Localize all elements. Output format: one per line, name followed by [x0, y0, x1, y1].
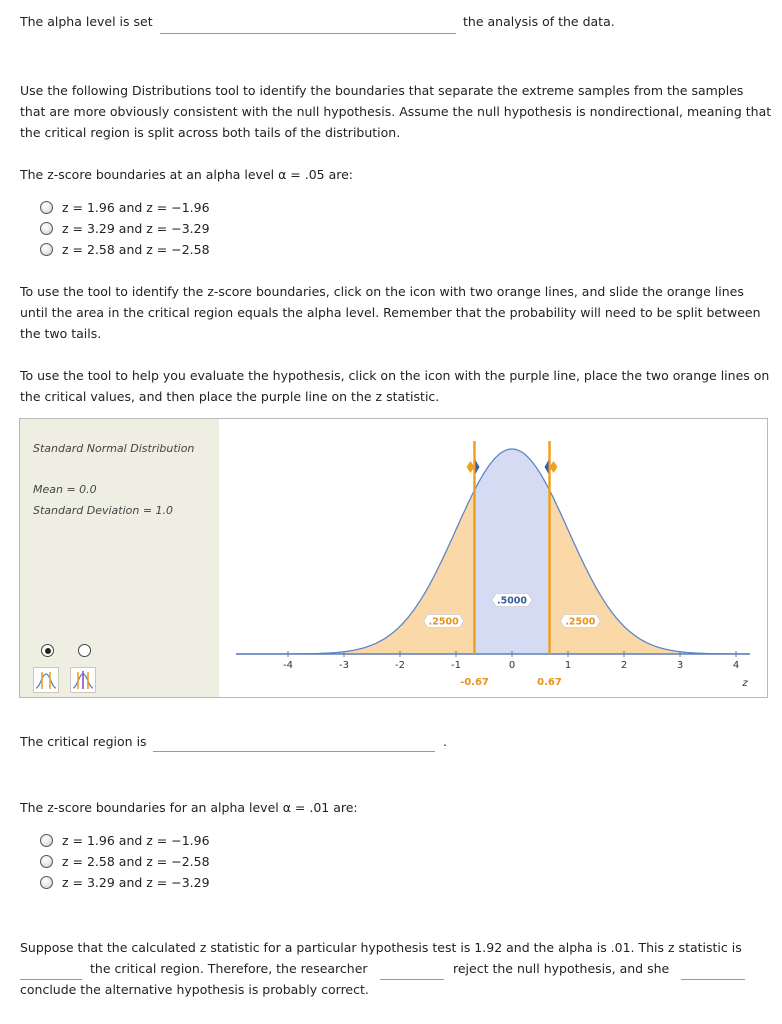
x-tick-label: 3 — [676, 660, 684, 671]
alpha-sentence — [20, 14, 153, 29]
x-axis-label: z — [742, 678, 748, 689]
radio-button[interactable] — [40, 201, 53, 214]
two-orange-lines-glyph — [34, 668, 58, 692]
right-boundary-handle-arrow — [545, 460, 549, 474]
x-tick-label: 0 — [508, 660, 516, 671]
q2-prompt: The z-score boundaries for an alpha level α = .01 are: — [20, 800, 358, 815]
x-tick-label: -4 — [283, 660, 293, 671]
q1-prompt: The z-score boundaries at an alpha level α = .05 are: — [20, 167, 354, 182]
radio-button[interactable] — [40, 834, 53, 847]
radio-button[interactable] — [40, 222, 53, 235]
critical-region-blank-dropdown[interactable] — [153, 738, 435, 752]
right-boundary-value-label: 0.67 — [537, 677, 562, 688]
alpha-sentence-start: The alpha level is set — [20, 14, 153, 29]
alpha-blank-dropdown[interactable] — [160, 20, 456, 34]
tool-side-panel — [20, 419, 219, 697]
final-sentence-2: the critical region. Therefore, the researcher — [90, 961, 368, 976]
two-orange-lines-icon[interactable] — [33, 667, 59, 693]
distribution-title: Standard Normal Distribution — [33, 442, 195, 455]
q1-option-2[interactable] — [40, 218, 210, 238]
q2-option-1-label: z = 1.96 and z = −1.96 — [62, 832, 210, 848]
middle-probability-label: .5000 — [496, 595, 528, 607]
x-tick-label: 1 — [564, 660, 572, 671]
tool-instructions-1: To use the tool to identify the z-score boundaries, click on the icon with two orange lines, and slide the orange lines until the area in the critical region equals the alpha level. Remember that the probability will need to be split between the two tails. — [20, 284, 761, 341]
x-tick-label: 2 — [620, 660, 628, 671]
x-tick-label: -2 — [395, 660, 405, 671]
purple-line-icon[interactable] — [70, 667, 96, 693]
q2-option-2[interactable] — [40, 851, 210, 871]
instructions-paragraph: Use the following Distributions tool to identify the boundaries that separate the extreme samples from the samples that are more obviously consistent with the null hypothesis. Assume the null hypothesis is nondirectional, meaning that the critical region is split across both tails of the distribution. — [20, 83, 772, 140]
q1-option-1[interactable] — [40, 197, 210, 217]
q1-option-2-label: z = 3.29 and z = −3.29 — [62, 220, 210, 236]
right-tail-probability-label: .2500 — [565, 616, 596, 628]
tool-instructions-2: To use the tool to help you evaluate the hypothesis, click on the icon with the purple line, place the two orange lines on the critical values, and then place the purple line on the z statistic. — [20, 368, 770, 404]
q1-option-1-label: z = 1.96 and z = −1.96 — [62, 199, 210, 215]
middle-region — [475, 449, 550, 654]
distributions-tool — [19, 418, 768, 698]
critical-region-period: . — [443, 734, 447, 749]
q2-option-3-label: z = 3.29 and z = −3.29 — [62, 874, 210, 890]
left-tail-probability-label: .2500 — [428, 616, 459, 628]
left-boundary-handle-arrow — [475, 460, 479, 474]
right-tail-region — [550, 490, 751, 654]
final-blank-1-dropdown[interactable] — [20, 966, 82, 980]
q2-option-2-label: z = 2.58 and z = −2.58 — [62, 853, 210, 869]
radio-button[interactable] — [40, 243, 53, 256]
q2-option-3[interactable] — [40, 872, 210, 892]
final-sentence-4: conclude the alternative hypothesis is probably correct. — [20, 982, 369, 997]
x-tick-label: -1 — [451, 660, 461, 671]
q2-option-1[interactable] — [40, 830, 210, 850]
left-boundary-value-label: -0.67 — [460, 677, 489, 688]
x-tick-label: -3 — [339, 660, 349, 671]
x-tick-label: 4 — [732, 660, 740, 671]
final-sentence-3: reject the null hypothesis, and she — [453, 961, 670, 976]
final-blank-3-dropdown[interactable] — [681, 966, 745, 980]
sd-label: Standard Deviation = 1.0 — [33, 504, 174, 517]
q1-option-3[interactable] — [40, 239, 210, 259]
critical-region-label: The critical region is — [20, 734, 147, 749]
mean-label: Mean = 0.0 — [33, 483, 97, 496]
final-blank-2-dropdown[interactable] — [380, 966, 444, 980]
radio-button[interactable] — [40, 855, 53, 868]
alpha-sentence-end: the analysis of the data. — [463, 14, 615, 29]
final-sentence-1: Suppose that the calculated z statistic for a particular hypothesis test is 1.92 and the alpha is .01. This z statistic is — [20, 940, 742, 955]
radio-button[interactable] — [40, 876, 53, 889]
purple-line-glyph — [71, 668, 95, 692]
purple-line-mode-radio[interactable] — [78, 644, 91, 657]
normal-distribution-chart — [220, 419, 767, 697]
left-tail-region — [260, 490, 475, 654]
two-lines-mode-radio[interactable] — [41, 644, 54, 657]
q1-option-3-label: z = 2.58 and z = −2.58 — [62, 241, 210, 257]
